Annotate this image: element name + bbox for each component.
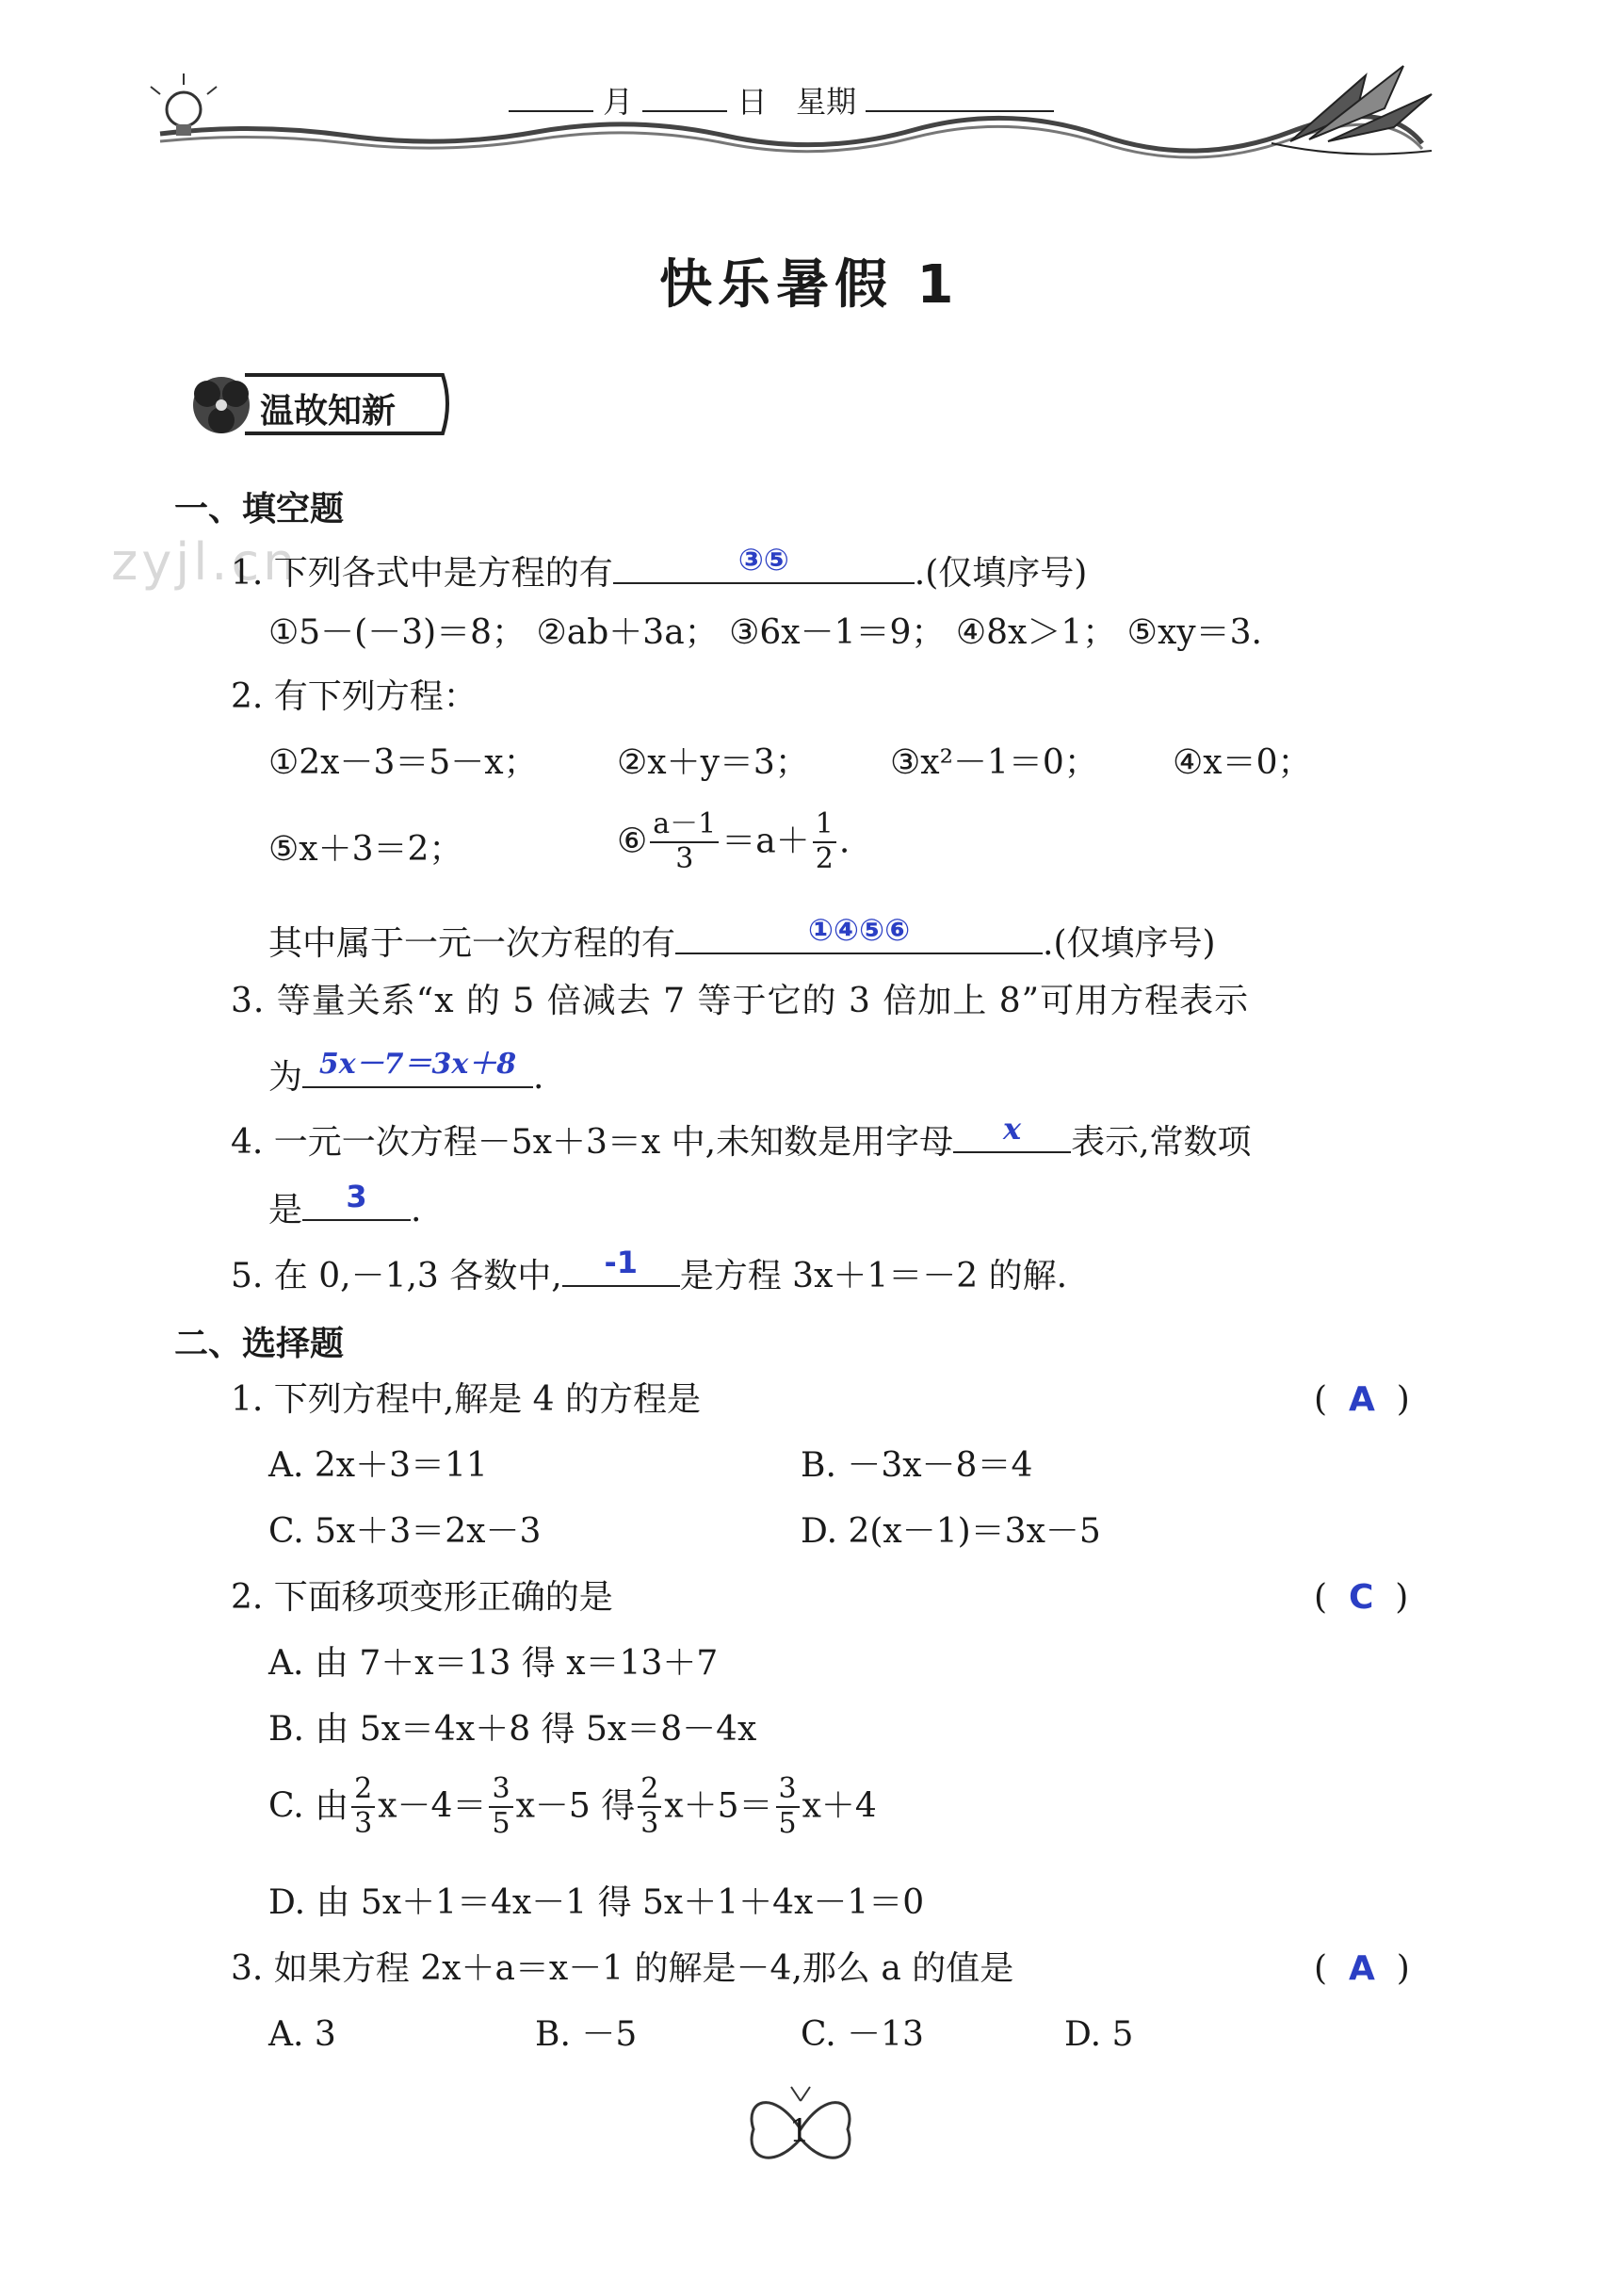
answer-blank[interactable] [302,1048,533,1088]
choice-q2-C[interactable]: C. 由 $\frac{2}{3}$ x－4＝ $\frac{3}{5}$ x－5 得 $\frac{2}{3}$ x＋5＝ $\frac{3}{5}$ x＋4 [268,1772,877,1840]
answer-blank[interactable] [302,1179,411,1221]
fill-q2-line2: 其中属于一元一次方程的有 ①④⑤⑥ .(仅填序号) [268,912,1216,963]
weekday-label: 星期 [796,84,857,120]
fill-q4: 4. 一元一次方程－5x＋3＝x 中,未知数是用字母 x 表示,常数项 [231,1111,1252,1162]
watermark: zyjl.cn [111,532,300,592]
handwritten-answer: A [1348,1380,1375,1419]
choice-q2: 2. 下面移项变形正确的是 [231,1578,613,1617]
choice-q3-B[interactable]: B. －5 [535,2015,638,2054]
answer-blank[interactable] [613,542,915,584]
choice-q1-A[interactable]: A. 2x＋3＝11 [268,1446,488,1485]
answer-blank[interactable] [562,1245,680,1287]
page-number-badge [744,2082,857,2176]
banner-text: 温故知新 [260,392,397,431]
fill-q3-line2: 为 5x－7＝3x＋8 . [268,1048,544,1097]
page-number: 1 [789,2112,810,2150]
choice-q3: 3. 如果方程 2x＋a＝x－1 的解是－4,那么 a 的值是 [231,1949,1014,1988]
banner [170,366,452,443]
fill-q3: 3. 等量关系“x 的 5 倍减去 7 等于它的 3 倍加上 8”可用方程表示 [231,982,1250,1020]
choice-q2-D[interactable]: D. 由 5x＋1＝4x－1 得 5x＋1＋4x－1＝0 [268,1883,925,1922]
handwritten-answer: x [1003,1111,1022,1147]
choice-q1: 1. 下列方程中,解是 4 的方程是 [231,1380,702,1419]
day-label: 日 [737,84,768,120]
handwritten-answer: 5x－7＝3x＋8 [318,1048,517,1081]
handwritten-answer: C [1348,1578,1374,1617]
section-fill-heading: 一、填空题 [174,490,345,529]
fill-q1: 1. 下列各式中是方程的有 ③⑤ .(仅填序号) [231,542,1088,593]
choice-q1-answer: ( A ) [1314,1380,1410,1419]
fill-q2: 2. 有下列方程： [231,677,478,716]
choice-q2-A[interactable]: A. 由 7＋x＝13 得 x＝13＋7 [268,1644,719,1683]
choice-q1-C[interactable]: C. 5x＋3＝2x－3 [268,1512,542,1551]
handwritten-answer: A [1348,1949,1375,1988]
handwritten-answer: ③⑤ [737,542,789,578]
fill-q4-line2: 是 3 . [268,1179,422,1229]
lightbulb-icon [151,73,217,136]
q2-opt2: ②x＋y＝3； [617,743,809,782]
month-label: 月 [603,84,634,120]
handwritten-answer: 3 [346,1179,367,1214]
q2-opt1: ①2x－3＝5－x； [268,743,538,782]
date-header [509,84,1054,120]
q2-opt5: ⑤x＋3＝2； [268,830,463,869]
q2-opt4: ④x＝0； [1173,743,1312,782]
answer-blank[interactable] [675,912,1043,954]
fill-q1-options: ①5－(－3)＝8； ②ab＋3a； ③6x－1＝9； ④8x＞1； ⑤xy＝3. [268,613,1262,652]
choice-q2-B[interactable]: B. 由 5x＝4x＋8 得 5x＝8－4x [268,1710,757,1749]
handwritten-answer: ①④⑤⑥ [807,912,911,948]
fill-q5: 5. 在 0,－1,3 各数中, -1 是方程 3x＋1＝－2 的解. [231,1245,1068,1295]
hibiscus-icon [193,377,250,433]
page-title: 快乐暑假 1 [659,254,960,316]
choice-q3-A[interactable]: A. 3 [268,2015,336,2054]
answer-blank[interactable] [953,1111,1071,1153]
q2-opt3: ③x²－1＝0； [890,743,1098,782]
choice-q3-C[interactable]: C. －13 [801,2015,924,2054]
section-choice-heading: 二、选择题 [174,1325,345,1363]
flower-icon [1272,66,1432,155]
choice-q1-B[interactable]: B. －3x－8＝4 [801,1446,1033,1485]
choice-q2-answer: ( C ) [1314,1578,1409,1617]
choice-q3-D[interactable]: D. 5 [1064,2015,1134,2054]
q2-opt6: ⑥ $\frac{a-1}{3}$ ＝a＋ $\frac{1}{2}$ . [617,807,850,875]
handwritten-answer: -1 [604,1245,638,1280]
choice-q1-D[interactable]: D. 2(x－1)＝3x－5 [801,1512,1101,1551]
choice-q3-answer: ( A ) [1314,1949,1410,1988]
